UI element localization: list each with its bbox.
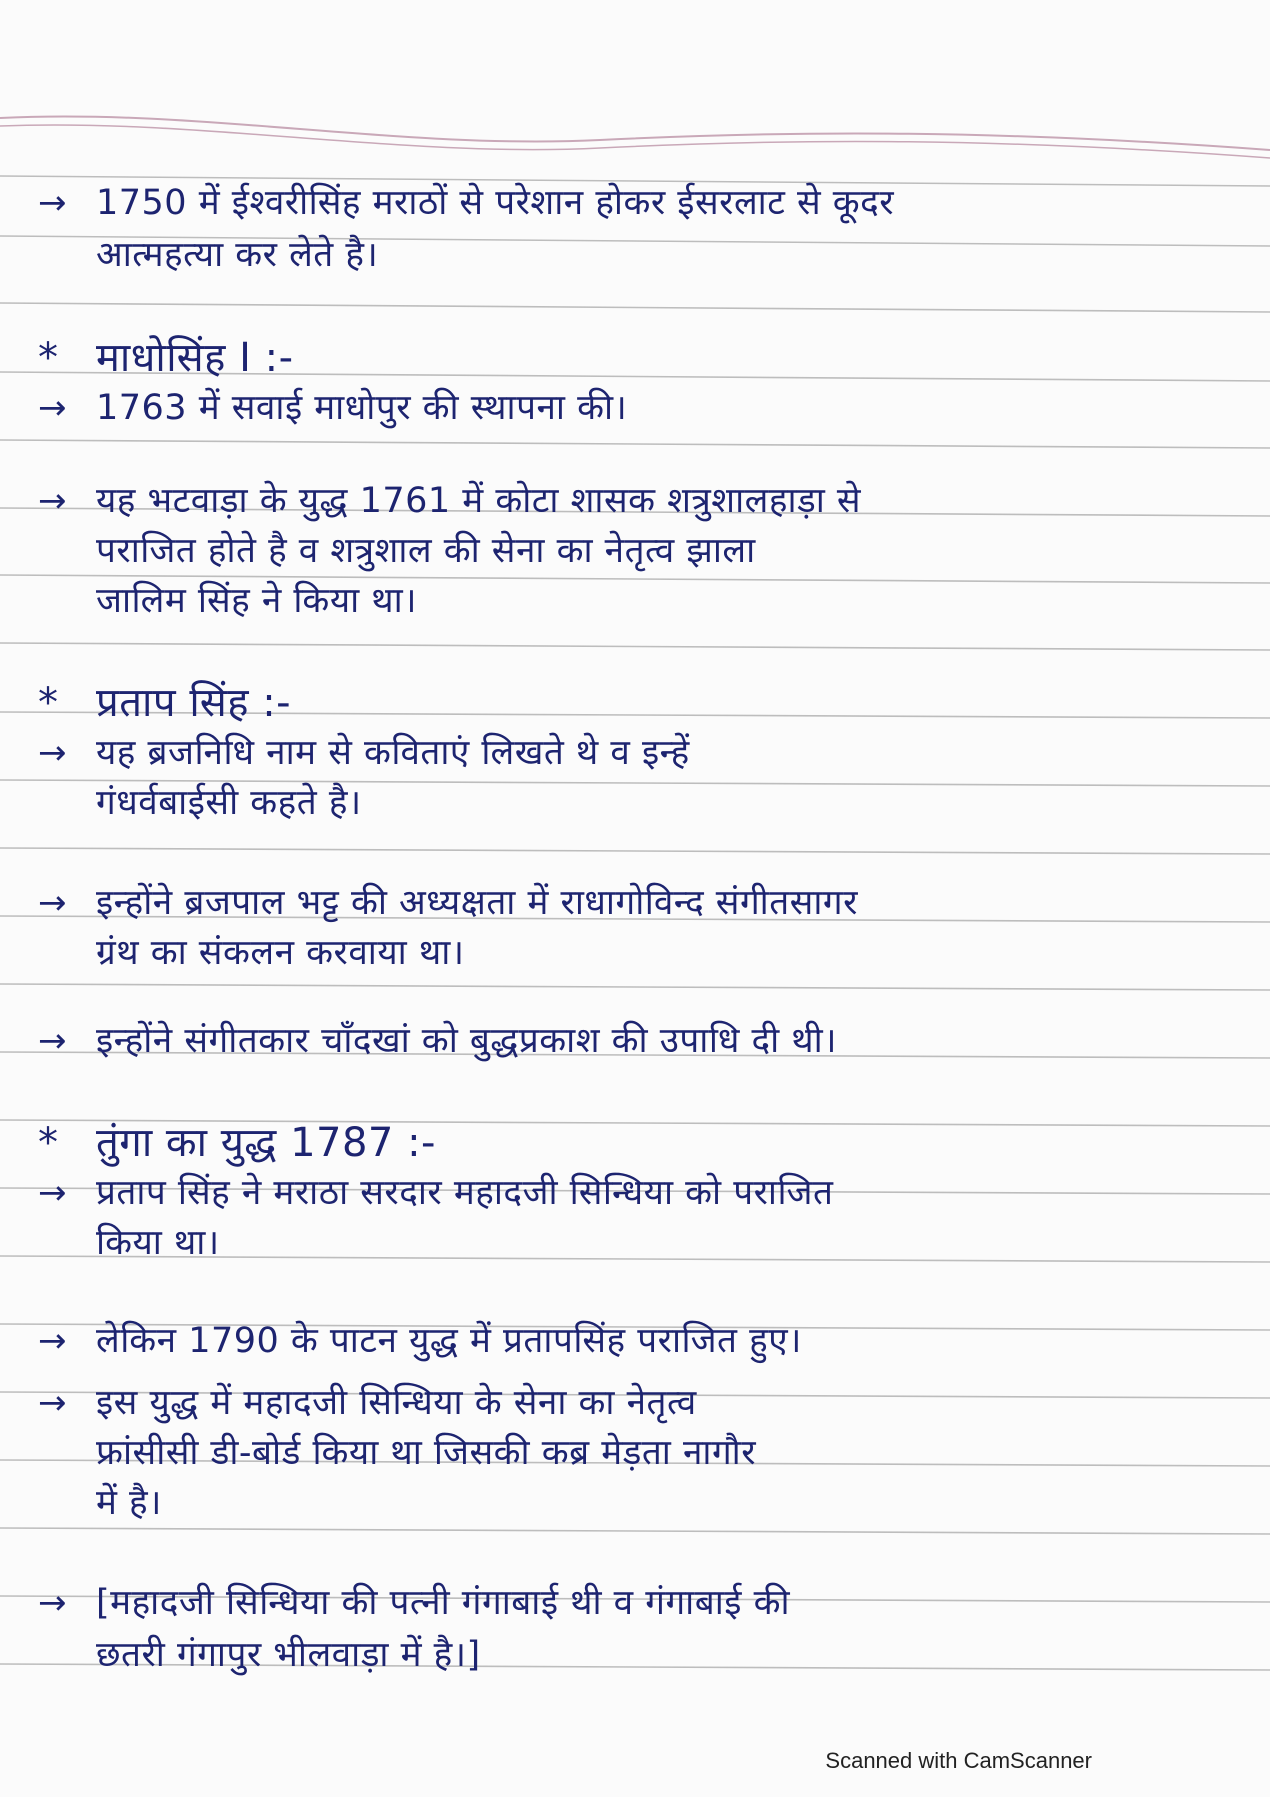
note-continuation — [38, 930, 465, 976]
star-bullet-icon: * — [38, 1120, 59, 1166]
note-text: में है। — [96, 1483, 162, 1523]
note-text: माधोसिंह I :- — [96, 335, 294, 381]
note-text: छतरी गंगापुर भीलवाड़ा में है।] — [96, 1635, 481, 1675]
arrow-bullet-icon: → — [38, 883, 67, 923]
note-text: यह ब्रजनिधि नाम से कविताएं लिखते थे व इन्हें — [96, 733, 690, 773]
note-continuation — [38, 232, 378, 278]
section-heading — [38, 335, 294, 383]
note-text: प्रताप सिंह ने मराठा सरदार महादजी सिन्धिया को पराजित — [96, 1173, 834, 1213]
note-text: लेकिन 1790 के पाटन युद्ध में प्रतापसिंह पराजित हुए। — [96, 1321, 802, 1361]
arrow-bullet-icon: → — [38, 481, 67, 521]
note-text: इन्होंने संगीतकार चाँदखां को बुद्धप्रकाश की उपाधि दी थी। — [96, 1021, 838, 1061]
note-text: [महादजी सिन्धिया की पत्नी गंगाबाई थी व गंगाबाई की — [96, 1583, 791, 1623]
note-continuation — [38, 1480, 162, 1526]
star-bullet-icon: * — [38, 335, 59, 381]
arrow-bullet-icon: → — [38, 733, 67, 773]
note-point — [38, 478, 861, 524]
note-text: किया था। — [96, 1223, 220, 1263]
note-point — [38, 385, 627, 431]
note-point — [38, 180, 894, 226]
note-point — [38, 1170, 833, 1216]
arrow-bullet-icon: → — [38, 1383, 67, 1423]
note-point — [38, 1018, 837, 1064]
note-point — [38, 880, 858, 926]
note-continuation — [38, 1430, 756, 1476]
note-point — [38, 1318, 802, 1364]
arrow-bullet-icon: → — [38, 183, 67, 223]
note-text: आत्महत्या कर लेते है। — [96, 235, 379, 275]
note-text: यह भटवाड़ा के युद्ध 1761 में कोटा शासक शत्रुशालहाड़ा से — [96, 481, 862, 521]
note-text: ग्रंथ का संकलन करवाया था। — [96, 933, 465, 973]
note-text: प्रताप सिंह :- — [96, 680, 292, 726]
note-continuation — [38, 1220, 220, 1266]
note-text: इस युद्ध में महादजी सिन्धिया के सेना का नेतृत्व — [96, 1383, 697, 1423]
note-text: इन्होंने ब्रजपाल भट्ट की अध्यक्षता में राधागोविन्द संगीतसागर — [96, 883, 858, 923]
note-text: जालिम सिंह ने किया था। — [96, 581, 418, 621]
note-text: 1750 में ईश्वरीसिंह मराठों से परेशान होकर ईसरलाट से कूदर — [96, 183, 895, 223]
note-continuation — [38, 1632, 481, 1678]
arrow-bullet-icon: → — [38, 1021, 67, 1061]
section-heading — [38, 1120, 436, 1168]
star-bullet-icon: * — [38, 680, 59, 726]
note-continuation — [38, 528, 756, 574]
arrow-bullet-icon: → — [38, 1173, 67, 1213]
arrow-bullet-icon: → — [38, 388, 67, 428]
note-point — [38, 1580, 790, 1626]
note-continuation — [38, 578, 417, 624]
arrow-bullet-icon: → — [38, 1321, 67, 1361]
arrow-bullet-icon: → — [38, 1583, 67, 1623]
section-heading — [38, 680, 291, 728]
note-point — [38, 1380, 697, 1426]
note-text: फ्रांसीसी डी-बोर्ड किया था जिसकी कब्र मेड़ता नागौर — [96, 1433, 757, 1473]
note-point — [38, 730, 690, 776]
scanner-watermark: Scanned with CamScanner — [825, 1748, 1092, 1773]
note-text: पराजित होते है व शत्रुशाल की सेना का नेतृत्व झाला — [96, 531, 756, 571]
note-text: तुंगा का युद्ध 1787 :- — [96, 1120, 436, 1166]
note-text: 1763 में सवाई माधोपुर की स्थापना की। — [96, 388, 628, 428]
note-continuation — [38, 780, 362, 826]
note-text: गंधर्वबाईसी कहते है। — [96, 783, 362, 823]
